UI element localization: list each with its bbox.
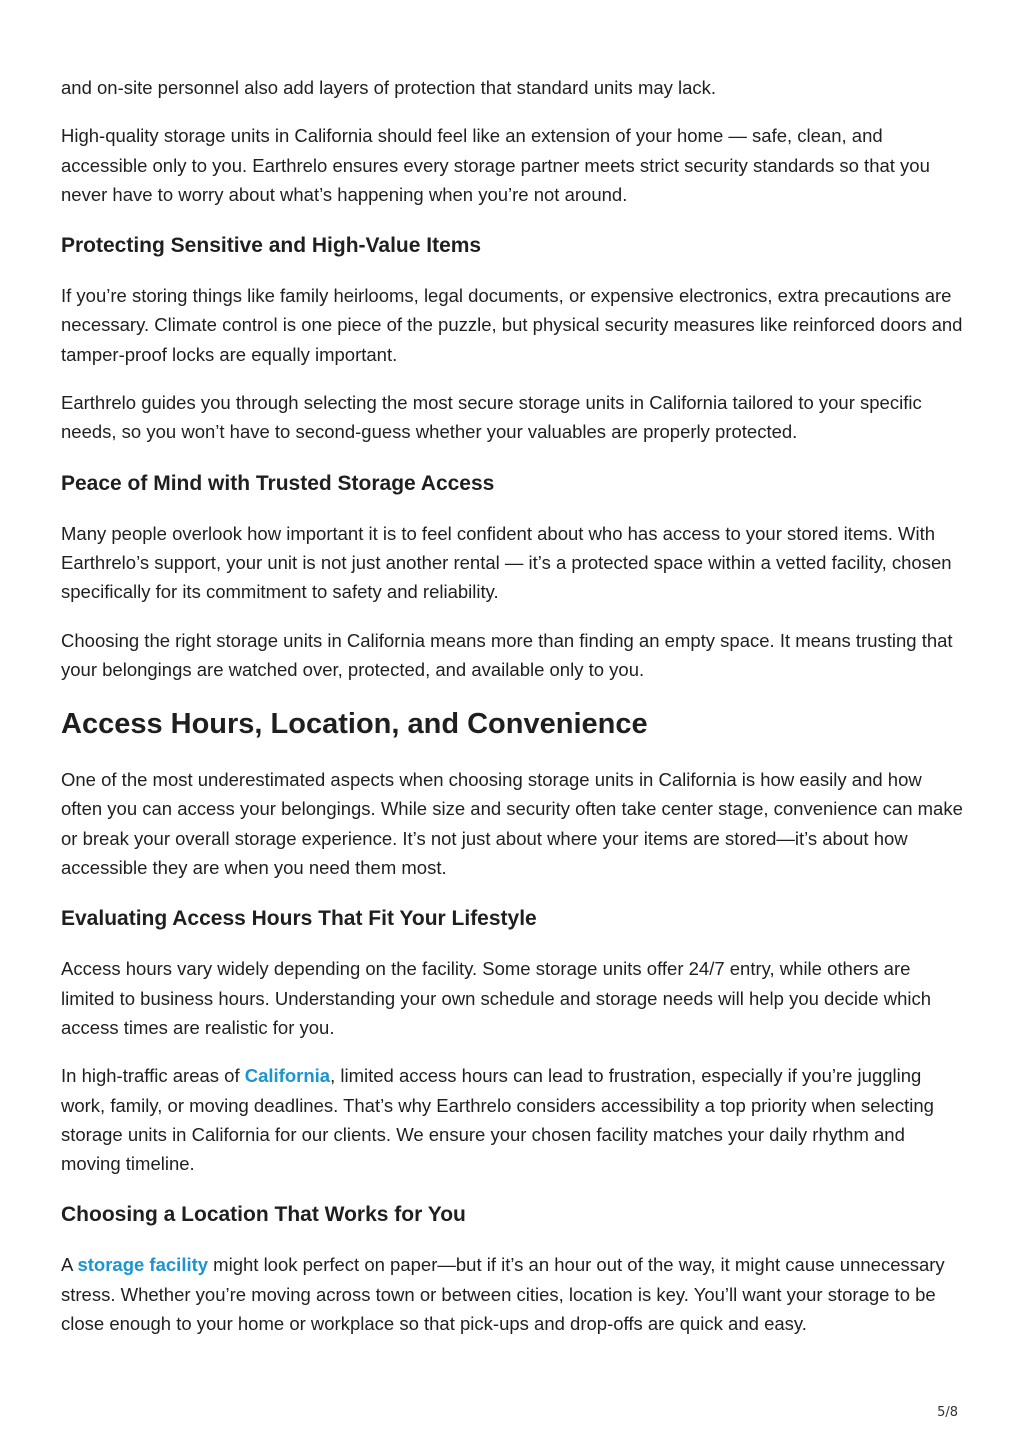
heading-peace-of-mind: Peace of Mind with Trusted Storage Access [61, 471, 495, 495]
paragraph-text-end: , limited access hours can lead to frustration, especially if you’re juggling work, family, or moving deadlines. That’s why Earthrelo considers accessibility a top priority when selecting storage units in California for our clients. We ensure your chosen facility matches your daily rhythm and moving timeline. [61, 1065, 934, 1175]
paragraph-text-end: might look perfect on paper—but if it’s an hour out of the way, it might cause unnecessary stress. Whether you’re moving across town or between cities, location is key. You’ll want your storage to be close enough to your home or workplace so that pick-ups and drop-offs are quick and easy. [61, 1254, 945, 1335]
paragraph-security-personnel: and on-site personnel also add layers of protection that standard units may lack. [61, 77, 717, 98]
paragraph-choosing-right-units: Choosing the right storage units in California means more than finding an empty space. It means trusting that your belongings are watched over, protected, and available only to you. [61, 629, 953, 680]
heading-access-hours-location: Access Hours, Location, and Convenience [61, 708, 648, 741]
paragraph-earthrelo-guides: Earthrelo guides you through selecting the most secure storage units in California tailored to your specific needs, so you won’t have to second-guess whether your valuables are properly protected. [61, 392, 922, 443]
california-link[interactable]: California [244, 1065, 331, 1087]
paragraph-text-start: In high-traffic areas of [61, 1065, 245, 1087]
paragraph-underestimated-aspects: One of the most underestimated aspects when choosing storage units in California is how easily and how often you can access your belongings. While size and security often take center stage, convenience can make or break your overall storage experience. It’s not just about where your items are stored—it’s about how accessible they are when you need them most. [61, 769, 963, 879]
heading-evaluating-access-hours: Evaluating Access Hours That Fit Your Lifestyle [61, 907, 537, 931]
heading-protecting-items: Protecting Sensitive and High-Value Items [61, 234, 482, 258]
paragraph-high-quality-units: High-quality storage units in California should feel like an extension of your home — safe, clean, and accessible only to you. Earthrelo ensures every storage partner meets strict security standards so that you never have to worry about what’s happening when you’re not around. [61, 125, 930, 205]
paragraph-storing-heirlooms: If you’re storing things like family heirlooms, legal documents, or expensive electronics, extra precautions are necessary. Climate control is one piece of the puzzle, but physical security measures like reinforced doors and tamper-proof locks are equally important. [61, 285, 963, 365]
paragraph-access-confidence: Many people overlook how important it is to feel confident about who has access to your stored items. With Earthrelo’s support, your unit is not just another rental — it’s a protected space within a vetted facility, chosen specifically for its commitment to safety and reliability. [61, 522, 952, 603]
storage-facility-link[interactable]: storage facility [77, 1254, 209, 1276]
paragraph-storage-facility [61, 1250, 966, 1338]
document-page [61, 73, 966, 1338]
paragraph-access-hours-vary: Access hours vary widely depending on the facility. Some storage units offer 24/7 entry, while others are limited to business hours. Understanding your own schedule and storage needs will help you decide which access times are realistic for you. [61, 958, 932, 1038]
paragraph-text-start: A [61, 1254, 78, 1276]
page-number: 5/8 [937, 1405, 958, 1420]
heading-choosing-location: Choosing a Location That Works for You [61, 1203, 466, 1227]
paragraph-high-traffic-areas [61, 1061, 966, 1178]
